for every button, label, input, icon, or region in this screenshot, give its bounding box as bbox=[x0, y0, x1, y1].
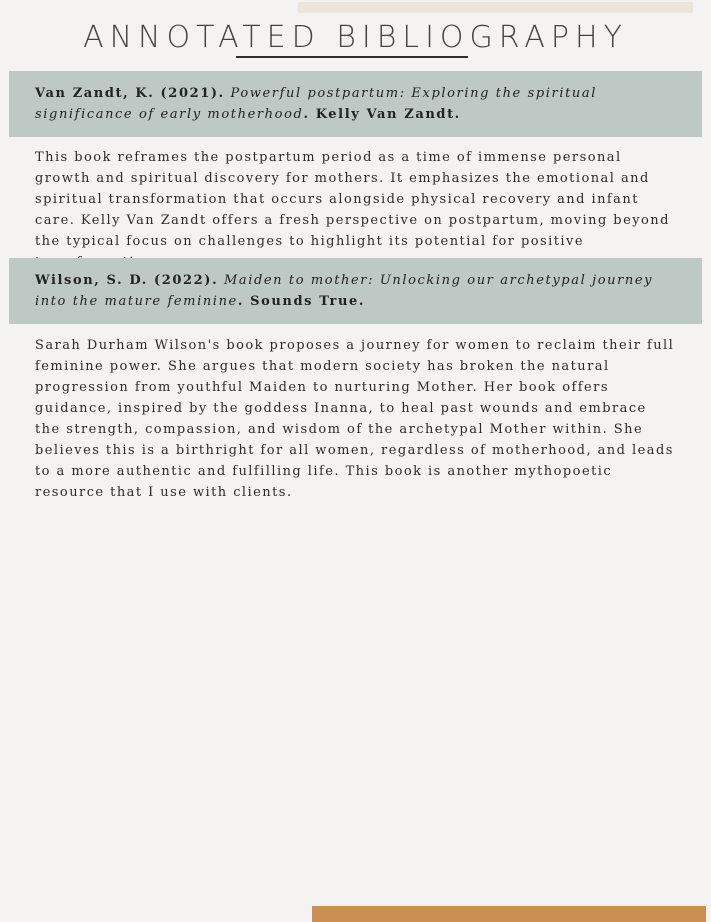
citation-author-year: Van Zandt, K. (2021). bbox=[35, 86, 225, 101]
annotation-text: This book reframes the postpartum period as a time of immense personal growth and spiritual discovery for mothers. It emphasizes the emotional and spiritual transformation that occurs alongside physical recovery and infant care. Kelly Van Zandt offers a fresh perspective on postpartum, moving beyond the typical focus on challenges to highlight its potential for positive bbox=[35, 150, 670, 249]
title-underline bbox=[236, 56, 468, 58]
citation-publisher: . Kelly Van Zandt. bbox=[303, 107, 461, 122]
citation-book-title: Powerful postpartum: Exploring the spiritual significance of early motherhood bbox=[35, 86, 597, 122]
annotation-text: Sarah Durham Wilson's book proposes a journey for women to reclaim their full feminine power. She argues that modern society has broken the natural progression from youthful Maiden to nurturing Mother. Her book offers guidance, inspired by the goddess Inanna, to heal past wounds and embrace the strength, compassion, and wisdom of the archetypal Mother within. She believes this is a birthright for all women, regardless of motherhood, and leads to a more authentic and fulfilling life. This book is another mythopoetic resource that I use with clients. bbox=[35, 338, 675, 500]
citation-band bbox=[9, 71, 702, 137]
citation-publisher: . Sounds True. bbox=[237, 294, 366, 309]
top-accent-bar bbox=[298, 2, 693, 13]
citation-band bbox=[9, 258, 702, 324]
citation-author-year: Wilson, S. D. (2022). bbox=[35, 273, 219, 288]
citation-book-title: Maiden to mother: Unlocking our archetypal journey into the mature feminine bbox=[35, 273, 654, 309]
page-title: ANNOTATED BIBLIOGRAPHY bbox=[83, 20, 628, 55]
bottom-accent-bar bbox=[312, 906, 706, 922]
